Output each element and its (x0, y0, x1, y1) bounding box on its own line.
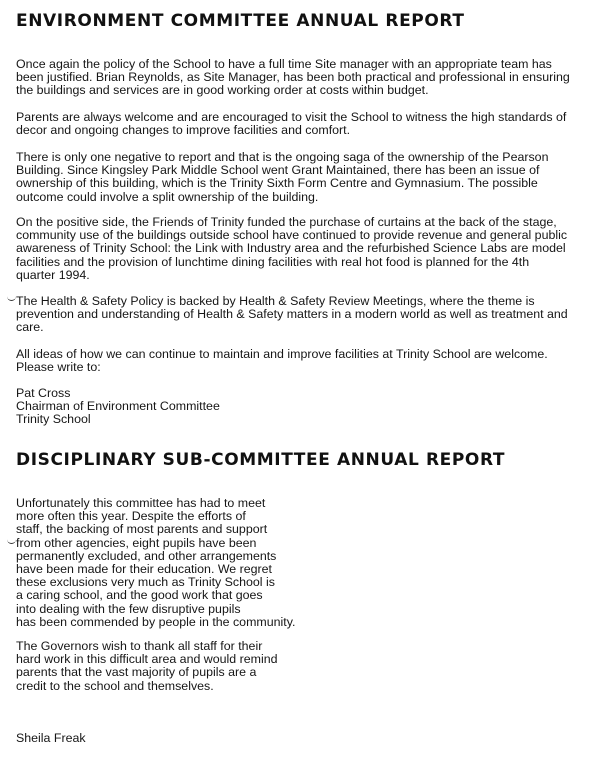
punch-hole-mark (7, 295, 16, 301)
text-line: Please write to: (16, 360, 101, 375)
text-line: hard work in this difficult area and would remind (16, 652, 278, 667)
text-line: the buildings and services are in good working order at costs within budget. (16, 83, 429, 98)
environment-report-heading: ENVIRONMENT COMMITTEE ANNUAL REPORT (16, 11, 465, 31)
text-line: quarter 1994. (16, 267, 90, 282)
env-paragraph-pearson-building (16, 151, 548, 204)
text-line: Once again the policy of the School to have a full time Site manager with an appropriate team has (16, 57, 552, 71)
text-line: The Governors wish to thank all staff for their (16, 639, 263, 653)
text-line: The Health & Safety Policy is backed by Health & Safety Review Meetings, where the theme is (16, 294, 535, 308)
text-line: credit to the school and themselves. (16, 678, 214, 693)
signature-name: Sheila Freak (16, 731, 86, 745)
text-line: more often this year. Despite the efforts of (16, 509, 246, 524)
signature-organisation: Trinity School (16, 412, 91, 427)
text-line: Parents are always welcome and are encouraged to visit the School to witness the high standards of (16, 110, 567, 124)
text-line: All ideas of how we can continue to maintain and improve facilities at Trinity School are welcome. (16, 347, 548, 361)
text-line: a caring school, and the good work that goes (16, 588, 263, 603)
text-line: community use of the buildings outside school have continued to provide revenue and general public (16, 228, 568, 243)
text-line: into dealing with the few disruptive pupils (16, 601, 241, 616)
signature-name: Pat Cross (16, 386, 71, 400)
env-paragraph-positive-side (16, 216, 567, 282)
text-line: awareness of Trinity School: the Link with Industry area and the refurbished Science Labs are model (16, 241, 566, 256)
disc-signature-block (16, 732, 86, 745)
text-line: staff, the backing of most parents and support (16, 522, 268, 537)
env-paragraph-health-safety (16, 295, 568, 335)
text-line: Building. Since Kingsley Park Middle School went Grant Maintained, there has been an issue of (16, 163, 540, 178)
text-line: permanently excluded, and other arrangements (16, 548, 277, 563)
punch-hole-mark (7, 538, 16, 544)
text-line: prevention and understanding of Health & Safety matters in a modern world as well as treatment and (16, 307, 568, 322)
text-line: On the positive side, the Friends of Trinity funded the purchase of curtains at the back of the stage, (16, 215, 557, 229)
text-line: outcome could involve a split ownership of the building. (16, 189, 319, 204)
disc-paragraph-thanks (16, 640, 278, 693)
text-line: Unfortunately this committee has had to meet (16, 496, 266, 510)
text-line: There is only one negative to report and that is the ongoing saga of the ownership of the Pearson (16, 150, 549, 164)
text-line: ownership of this building, which is the Trinity Sixth Form Centre and Gymnasium. The possible (16, 176, 538, 191)
text-line: been justified. Brian Reynolds, as Site Manager, has been both practical and professional in ensuring (16, 70, 570, 85)
signature-title: Chairman of Environment Committee (16, 399, 220, 414)
text-line: parents that the vast majority of pupils are a (16, 665, 257, 680)
text-line: decor and ongoing changes to improve facilities and comfort. (16, 123, 351, 138)
text-line: care. (16, 320, 44, 335)
disciplinary-report-heading: DISCIPLINARY SUB-COMMITTEE ANNUAL REPORT (16, 450, 506, 470)
env-paragraph-site-manager (16, 58, 570, 98)
disc-paragraph-exclusions (16, 497, 295, 629)
text-line: these exclusions very much as Trinity School is (16, 575, 275, 590)
text-line: from other agencies, eight pupils have been (16, 535, 257, 550)
text-line: have been made for their education. We regret (16, 562, 272, 577)
env-paragraph-ideas (16, 348, 548, 374)
text-line: has been commended by people in the community. (16, 614, 296, 629)
env-signature-block (16, 387, 220, 427)
env-paragraph-parents (16, 111, 566, 137)
text-line: facilities and the provision of lunchtime dining facilities with real hot food is planned for the 4th (16, 254, 530, 269)
